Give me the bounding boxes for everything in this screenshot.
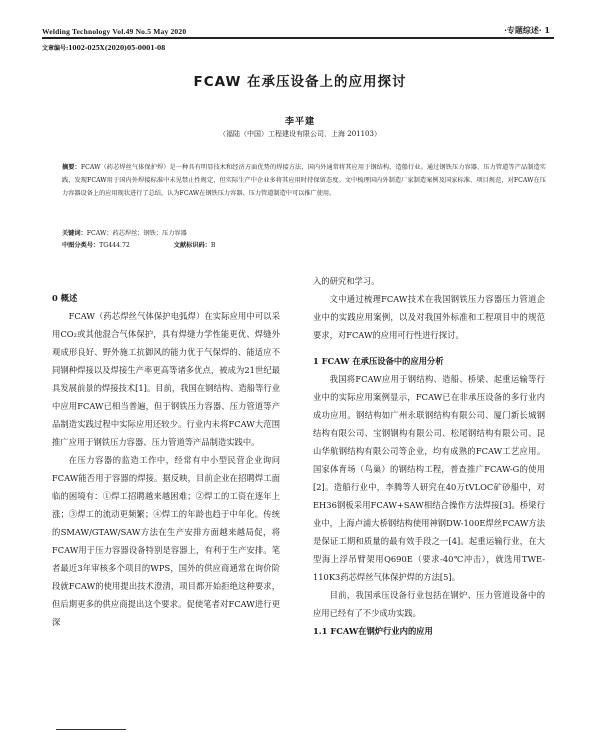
author: 李平建 [284, 117, 315, 127]
abstract-label: 摘要： [62, 164, 81, 171]
classification [62, 240, 215, 249]
journal-header: Welding Technology Vol.49 No.5 May 2020 [42, 27, 187, 36]
paragraph: 文中通过梳理FCAW技术在我国钢铁压力容器压力管道企业中的实践应用案例，以及对我国外标准和工程项目中的规范要求，对FCAW的应用可行性进行探讨。 [313, 294, 545, 340]
clc-value: TG444.72 [99, 242, 130, 249]
right-column [313, 272, 545, 640]
paragraph: 我国将FCAW应用于钢结构、造船、桥梁、起重运输等行业中的实际应用案例显示，FCAW已在非承压设备的多行业内成功应用。钢结构如广州永联钢结构有限公司、厦门新长城钢结构有限公司、宝钢钢构有限公司、松尾钢结构有限公司、昆山华航钢结构有限公司等企业，均有成熟的FCAW工艺应用。国家体育场（鸟巢）的钢结构工程，普查推广FCAW-G的使用[2]。造船行业中，李腾等人研究在40万tVLOC矿砂船中，对EH36钢板采用FCAW+SAW相结合操作方法焊接[3]。桥梁行业中，上海卢浦大桥钢结构使用神钢DW-100E焊丝FCAW方法是保证工期和质量的最有效手段之一[4]。起重运输行业，在大型海上浮吊臂架用Q690E（要求-40℃冲击），就选用TWE-110K3药芯焊丝气体保护焊的方法[5]。 [313, 374, 545, 582]
keywords-label: 关键词： [62, 230, 87, 237]
footnote-rule [56, 729, 126, 730]
section-0-title: 0 概述 [52, 293, 78, 303]
affiliation: （福陆（中国）工程建设有限公司，上海 201103） [219, 130, 381, 138]
abstract [62, 161, 546, 200]
abstract-text: FCAW（药芯焊丝气体保护焊）是一种具有明显技术和经济方面优势的焊接方法，国内外通常将其应用于钢结构、造船行业。通过钢铁压力容器、压力管道等产品制造实践，发现FCAW用于国内外焊接标准中未见禁止性规定，但实际生产中企业多将其应用时持保留态度。文中梳理国内外制造厂家制造案例及国家标准、项目规范，对FCAW在压力容器设备上的应用现状进行了总结，认为FCAW在钢铁压力容器、压力管道制造中可以推广使用。 [62, 164, 546, 198]
paper-title: FCAW 在承压设备上的应用探讨 [193, 74, 407, 90]
paragraph: 目前，我国承压设备行业包括在钢炉、压力管道设备中的应用已经有了不少成功实践。 [313, 590, 545, 618]
section-1-1-title: 1.1 FCAW在钢炉行业内的应用 [313, 626, 433, 636]
paragraph: 入的研究和学习。 [313, 276, 380, 286]
keywords-text: FCAW；药芯焊丝；钢铁；压力容器 [86, 230, 187, 237]
keywords [62, 228, 187, 237]
doc-code-value: B [210, 242, 216, 249]
paragraph: 在压力容器的监造工作中，经常有中小型民营企业询问FCAW能否用于容器的焊接。据反映，目前企业在招聘焊工面临的困境有：①焊工招聘越来越困难；②焊工的工资在逐年上涨；③焊工的流动更频繁；④焊工的年龄也趋于中年化。传统的SMAW/GTAW/SAW方法在生产安排方面越来越局促，将FCAW用于压力容器设备特别是容器上，有利于生产安排。笔者最近3年审核多个项目的WPS，国外的供应商通常在询价阶段就FCAW的使用提出技术澄清，项目都开始拒绝这种要求，但后期更多的供应商提出这个要求。促使笔者对FCAW进行更深 [52, 455, 280, 627]
header-rule [42, 37, 554, 39]
left-column [52, 289, 280, 631]
paragraph: FCAW（药芯焊丝气体保护电弧焊）在实际应用中可以采用CO₂或其他混合气体保护，具有焊缝力学性能更优、焊缝外观成形良好、野外施工抗御风的能力优于气保焊的、能适应不同钢种焊接以及焊接生产率更高等诸多优点，被成为21世纪最具发展前景的焊接技术[1]。目前，我国在钢结构、造船等行业中应用FCAW已相当普遍，但于钢铁压力容器、压力管道等产品制造实践过程中实际应用还较少。行业内未将FCAW大范围推广应用于钢铁压力容器、压力管道等产品制造实践中。 [52, 311, 280, 447]
doc-code-label: 文献标识码： [173, 242, 211, 249]
doc-number: 文章编号:1002-025X(2020)05-0001-08 [42, 45, 166, 52]
clc-label: 中图分类号： [62, 242, 100, 249]
section-label: ·专题综述· 1 [504, 25, 550, 35]
section-1-title: 1 FCAW 在承压设备中的应用分析 [313, 356, 444, 366]
